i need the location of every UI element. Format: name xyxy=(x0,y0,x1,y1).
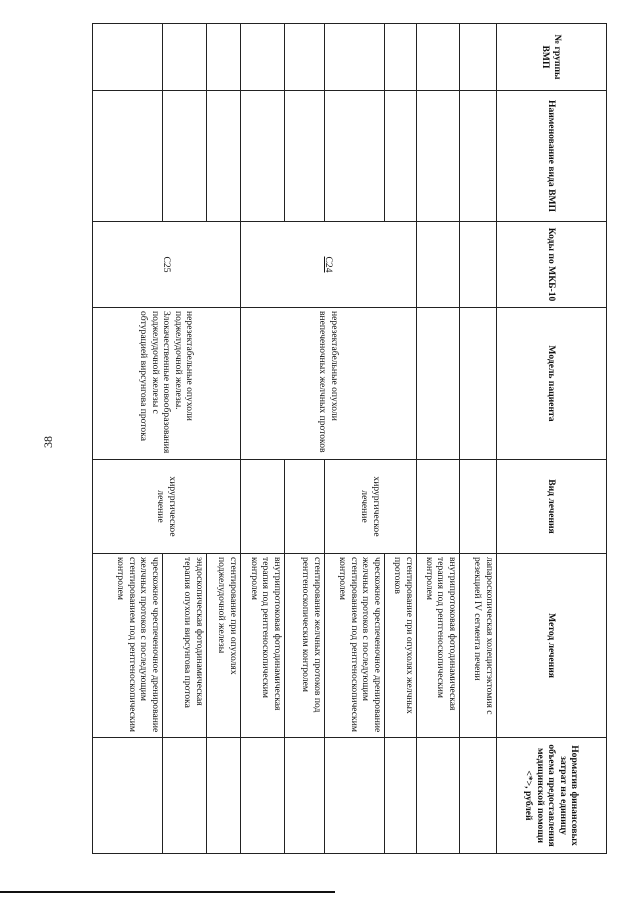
cell-empty xyxy=(163,91,207,222)
header-treatment-method: Метод лечения xyxy=(497,554,607,738)
mkb-code-cell: C24 xyxy=(241,222,417,308)
header-treatment-type: Вид лечения xyxy=(497,460,607,554)
mkb-code-cell: C25 xyxy=(93,222,241,308)
table-row xyxy=(207,24,241,854)
cell-empty xyxy=(93,738,163,854)
method-cell: стентирование при опухолях поджелудочной железы xyxy=(207,554,241,738)
cell-empty xyxy=(285,24,325,91)
table-row xyxy=(385,24,417,854)
cell-empty xyxy=(285,738,325,854)
cell-empty xyxy=(163,738,207,854)
cell-empty xyxy=(285,460,325,554)
method-cell: внутрипротоковая фотодинамическая терапия под рентгеноскопическим контролем xyxy=(417,554,460,738)
method-cell: чрескожное чреспеченочное дренирование желчных протоков с последующим стентированием под рентгеноскопическим контролем xyxy=(93,554,163,738)
cell-empty xyxy=(460,24,497,91)
cell-empty xyxy=(385,738,417,854)
cell-empty xyxy=(460,91,497,222)
cell-empty xyxy=(93,24,163,91)
treatment-type-cell: хирургическое лечение xyxy=(93,460,241,554)
cell-empty xyxy=(207,91,241,222)
vmp-table xyxy=(92,23,607,854)
header-group-number: № группы ВМП xyxy=(497,24,607,91)
rotated-table-container xyxy=(67,23,607,853)
cell-empty xyxy=(417,308,460,460)
cell-empty xyxy=(241,738,285,854)
cell-empty xyxy=(207,738,241,854)
scan-edge-line xyxy=(0,891,335,893)
page-number: 38 xyxy=(41,436,55,448)
table-row xyxy=(417,24,460,854)
method-cell: лапароскопическая холецистэктомия с резекцией IV сегмента печени xyxy=(460,554,497,738)
cell-empty xyxy=(241,91,285,222)
cell-empty xyxy=(241,460,285,554)
cell-empty xyxy=(163,24,207,91)
method-cell: стентирование желчных протоков под рентгеноскопическим контролем xyxy=(285,554,325,738)
patient-model-cell: нерезектабельные опухоли внепеченочных желчных протоков xyxy=(241,308,417,460)
header-vmp-name: Наименование вида ВМП xyxy=(497,91,607,222)
treatment-type-cell: хирургическое лечение xyxy=(325,460,417,554)
cell-empty xyxy=(417,460,460,554)
cell-empty xyxy=(385,24,417,91)
table-row xyxy=(460,24,497,854)
header-cost-norm: Норматив финансовых затрат на единицу объема предоставления медицинской помощи <*>, рублей xyxy=(497,738,607,854)
cell-empty xyxy=(93,91,163,222)
header-mkb-codes: Коды по МКБ-10 xyxy=(497,222,607,308)
cell-empty xyxy=(241,24,285,91)
header-patient-model: Модель пациента xyxy=(497,308,607,460)
cell-empty xyxy=(417,91,460,222)
cell-empty xyxy=(460,222,497,308)
cell-empty xyxy=(325,24,385,91)
method-cell: внутрипротоковая фотодинамическая терапия под рентгеноскопическим контролем xyxy=(241,554,285,738)
cell-empty xyxy=(417,222,460,308)
method-cell: чрескожное чреспеченочное дренирование желчных протоков с последующим стентированием под рентгеноскопическим контролем xyxy=(325,554,385,738)
cell-empty xyxy=(325,738,385,854)
cell-empty xyxy=(460,460,497,554)
cell-empty xyxy=(417,738,460,854)
cell-empty xyxy=(285,91,325,222)
cell-empty xyxy=(417,24,460,91)
cell-empty xyxy=(460,738,497,854)
header-row xyxy=(497,24,607,854)
cell-empty xyxy=(460,308,497,460)
patient-model-cell: нерезектабельные опухоли поджелудочной железы. Злокачественные новообразования поджелудочной железы с обтурацией вирсунгова протока xyxy=(93,308,241,460)
method-cell: стентирование при опухолях желчных протоков xyxy=(385,554,417,738)
method-cell: эндоскопическая фотодинамическая терапия опухоли вирсунгова протока xyxy=(163,554,207,738)
cell-empty xyxy=(325,91,385,222)
cell-empty xyxy=(385,91,417,222)
cell-empty xyxy=(207,24,241,91)
